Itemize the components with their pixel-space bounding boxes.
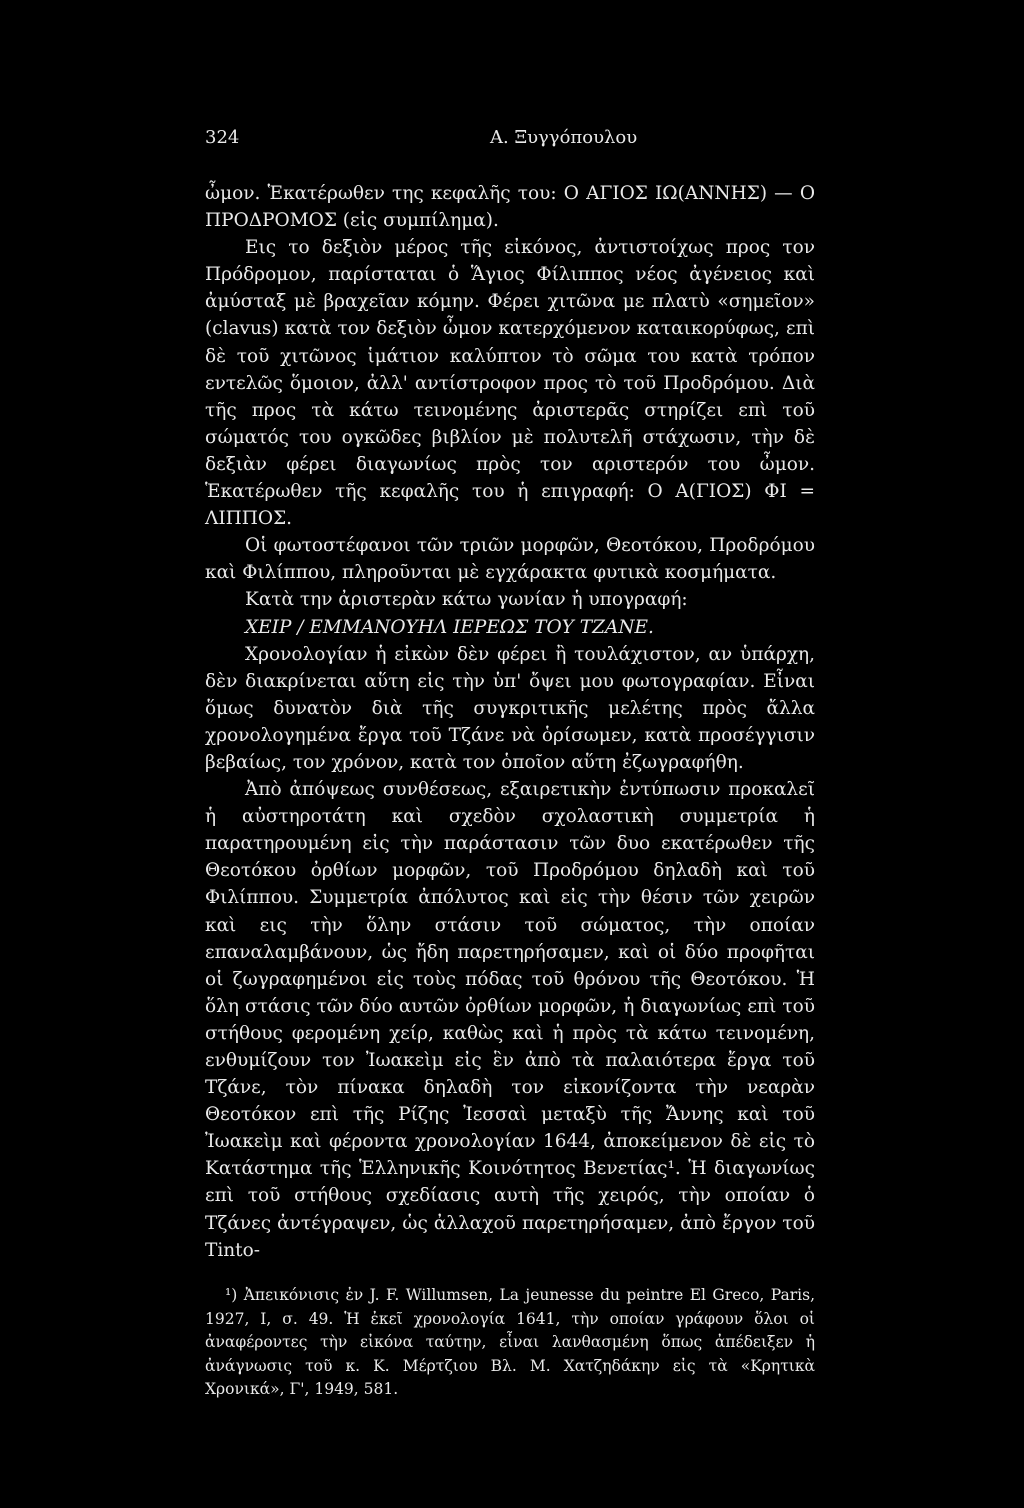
paragraph-1: ὦμον. Ἑκατέρωθεν της κεφαλῆς του: Ο ΑΓΙΟΣ ΙΩ(ΑΝΝΗΣ) — Ο ΠΡΟΔΡΟΜΟΣ (εἰς συμπίλημα). (205, 183, 815, 232)
running-title: Α. Ξυγγόπουλου (490, 127, 638, 148)
paragraph-3: Οἱ φωτοστέφανοι τῶν τριῶν μορφῶν, Θεοτόκου, Προδρόμου καὶ Φιλίππου, πληροῦνται μὲ εγχάρακτα φυτικὰ κοσμήματα. (205, 535, 815, 584)
paragraph-4: Κατὰ την ἀριστερὰν κάτω γωνίαν ἡ υπογραφή: (245, 589, 688, 611)
page-number: 324 (205, 127, 240, 148)
paragraph-5: Χρονολογίαν ἡ εἰκὼν δὲν φέρει ἢ τουλάχιστον, αν ὑπάρχη, δὲν διακρίνεται αὕτη εἰς τὴν ὑπ' ὄψει μου φωτογραφίαν. Εἶναι ὅμως δυνατὸν διὰ τῆς συγκριτικῆς μελέτης πρὸς ἄλλα χρονολογημένα ἔργα τοῦ Τζάνε νὰ ὁρίσωμεν, κατὰ προσέγγισιν βεβαίως, τον χρόνον, κατὰ τον ὁποῖον αὕτη ἐζωγραφήθη. (205, 643, 815, 773)
footnote-1: ¹) Ἀπεικόνισις ἐν J. F. Willumsen, La jeunesse du peintre El Greco, Paris, 1927, I, σ. 49. Ἡ ἐκεῖ χρονολογία 1641, τὴν οποίαν γράφουν ὅλοι οἱ ἀναφέροντες τὴν εἰκόνα ταύτην, εἶναι λανθασμένη ὅπως ἀπέδειξεν ἡ ἀνάγνωσις τοῦ κ. Κ. Μέρτζιου Βλ. Μ. Χατζηδάκην εἰς τὰ «Κρητικὰ Χρονικά», Γ', 1949, 581. (205, 1286, 815, 1398)
running-head (205, 126, 815, 150)
body-text (205, 180, 815, 1264)
footnotes (205, 1284, 815, 1402)
paragraph-6: Ἀπὸ ἀπόψεως συνθέσεως, εξαιρετικὴν ἐντύπωσιν προκαλεῖ ἡ αὐστηροτάτη καὶ σχεδὸν σχολαστικὴ συμμετρία ἡ παρατηρουμένη εἰς τὴν παράστασιν τῶν δυο εκατέρωθεν τῆς Θεοτόκου ὀρθίων μορφῶν, τοῦ Προδρόμου δηλαδὴ καὶ τοῦ Φιλίππου. Συμμετρία ἀπόλυτος καὶ εἰς τὴν θέσιν τῶν χειρῶν καὶ εις τὴν ὅλην στάσιν τοῦ σώματος, τὴν οποίαν επαναλαμβάνουν, ὡς ἤδη παρετηρήσαμεν, καὶ οἱ δύο προφῆται οἱ ζωγραφημένοι εἰς τοὺς πόδας τοῦ θρόνου τῆς Θεοτόκου. Ἡ ὅλη στάσις τῶν δύο αυτῶν ὀρθίων μορφῶν, ἡ διαγωνίως επὶ τοῦ στήθους φερομένη χείρ, καθὼς καὶ ἡ πρὸς τὰ κάτω τεινομένη, ενθυμίζουν τον Ἰωακεὶμ εἰς ἓν ἀπὸ τὰ παλαιότερα ἔργα τοῦ Τζάνε, τὸν πίνακα δηλαδὴ τον εἰκονίζοντα τὴν νεαρὰν Θεοτόκον επὶ τῆς Ρίζης Ἰεσσαὶ μεταξὺ τῆς Ἄννης καὶ τοῦ Ἰωακεὶμ καὶ φέροντα χρονολογίαν 1644, ἀποκείμενον δὲ εἰς τὸ Κατάστημα τῆς Ἑλληνικῆς Κοινότητος Βενετίας¹. Ἡ διαγωνίως επὶ τοῦ στήθους σχεδίασις αυτὴ τῆς χειρός, τὴν οποίαν ὁ Τζάνες ἀντέγραψεν, ὡς ἀλλαχοῦ παρετηρήσαμεν, ἀπὸ ἔργον τοῦ Tinto- (205, 779, 815, 1261)
signature-inscription: ΧΕΙΡ / ΕΜΜΑΝΟΥΗΛ ΙΕΡΕΩΣ ΤΟΥ ΤΖΑΝΕ. (245, 616, 654, 638)
paragraph-2: Εις το δεξιὸν μέρος τῆς εἰκόνος, ἀντιστοίχως προς τον Πρόδρομον, παρίσταται ὁ Ἅγιος Φίλιππος νέος ἀγένειος καὶ ἀμύσταξ μὲ βραχεῖαν κόμην. Φέρει χιτῶνα με πλατὺ «σημεῖον» (clavus) κατὰ τον δεξιὸν ὦμον κατερχόμενον καταικορύφως, επὶ δὲ τοῦ χιτῶνος ἱμάτιον καλύπτον τὸ σῶμα του κατὰ τρόπον εντελῶς ὅμοιον, ἀλλ' αντίστροφον προς τὸ τοῦ Προδρόμου. Διὰ τῆς προς τὰ κάτω τεινομένης ἀριστερᾶς στηρίζει επὶ τοῦ σώματός του ογκῶδες βιβλίον μὲ πολυτελῆ στάχωσιν, τὴν δὲ δεξιὰν φέρει διαγωνίως πρὸς τον αριστερόν του ὦμον. Ἑκατέρωθεν τῆς κεφαλῆς του ἡ επιγραφή: Ο Α(ΓΙΟΣ) ΦΙ = ΛΙΠΠΟΣ. (205, 237, 815, 530)
